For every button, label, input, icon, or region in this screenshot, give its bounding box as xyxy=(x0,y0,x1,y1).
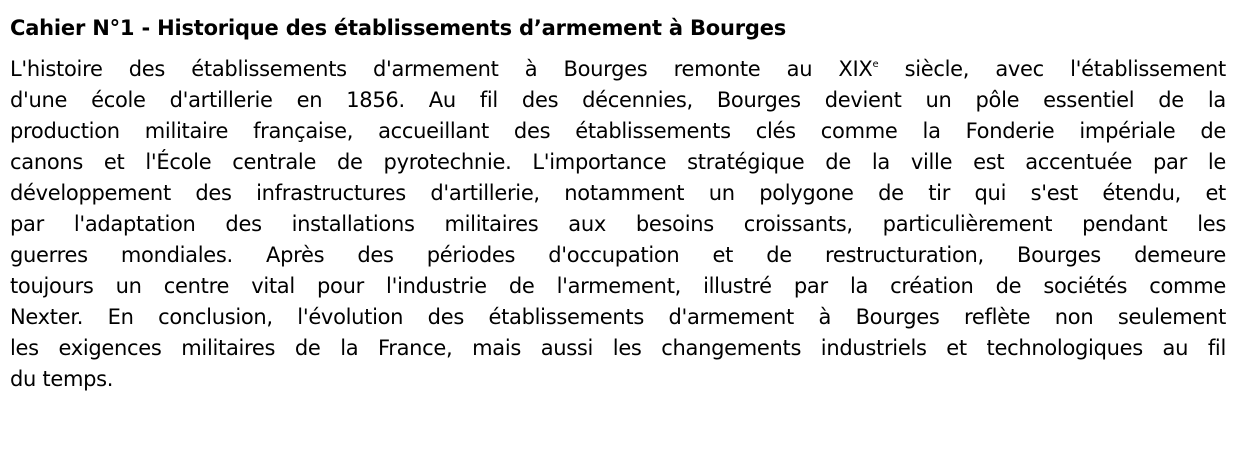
paragraph-line-7: guerres mondiales. Après des périodes d'occupation et de restructuration, Bourges demeure xyxy=(10,243,1226,267)
paragraph-line-8: toujours un centre vital pour l'industrie de l'armement, illustré par la création de sociétés comme xyxy=(10,274,1226,298)
body-paragraph xyxy=(10,54,1226,395)
line-1-text-after: siècle, avec l'établissement xyxy=(878,57,1226,81)
paragraph-line-2: d'une école d'artillerie en 1856. Au fil des décennies, Bourges devient un pôle essentiel de la xyxy=(10,88,1226,112)
paragraph-line-4: canons et l'École centrale de pyrotechnie. L'importance stratégique de la ville est accentuée par le xyxy=(10,150,1226,174)
paragraph-line-9: Nexter. En conclusion, l'évolution des établissements d'armement à Bourges reflète non seulement xyxy=(10,305,1226,329)
paragraph-line-3: production militaire française, accueillant des établissements clés comme la Fonderie impériale de xyxy=(10,119,1226,143)
paragraph-line-11: du temps. xyxy=(10,367,114,391)
line-1-text-before: L'histoire des établissements d'armement à Bourges remonte au XIX xyxy=(10,57,873,81)
paragraph-line-6: par l'adaptation des installations militaires aux besoins croissants, particulièrement pendant les xyxy=(10,212,1226,236)
document-title: Cahier N°1 - Historique des établissements d’armement à Bourges xyxy=(10,16,787,40)
century-superscript: e xyxy=(872,59,879,70)
paragraph-line-10: les exigences militaires de la France, mais aussi les changements industriels et technologiques au fil xyxy=(10,336,1226,360)
paragraph-line-1 xyxy=(10,54,1226,85)
paragraph-line-5: développement des infrastructures d'artillerie, notamment un polygone de tir qui s'est étendu, et xyxy=(10,181,1226,205)
